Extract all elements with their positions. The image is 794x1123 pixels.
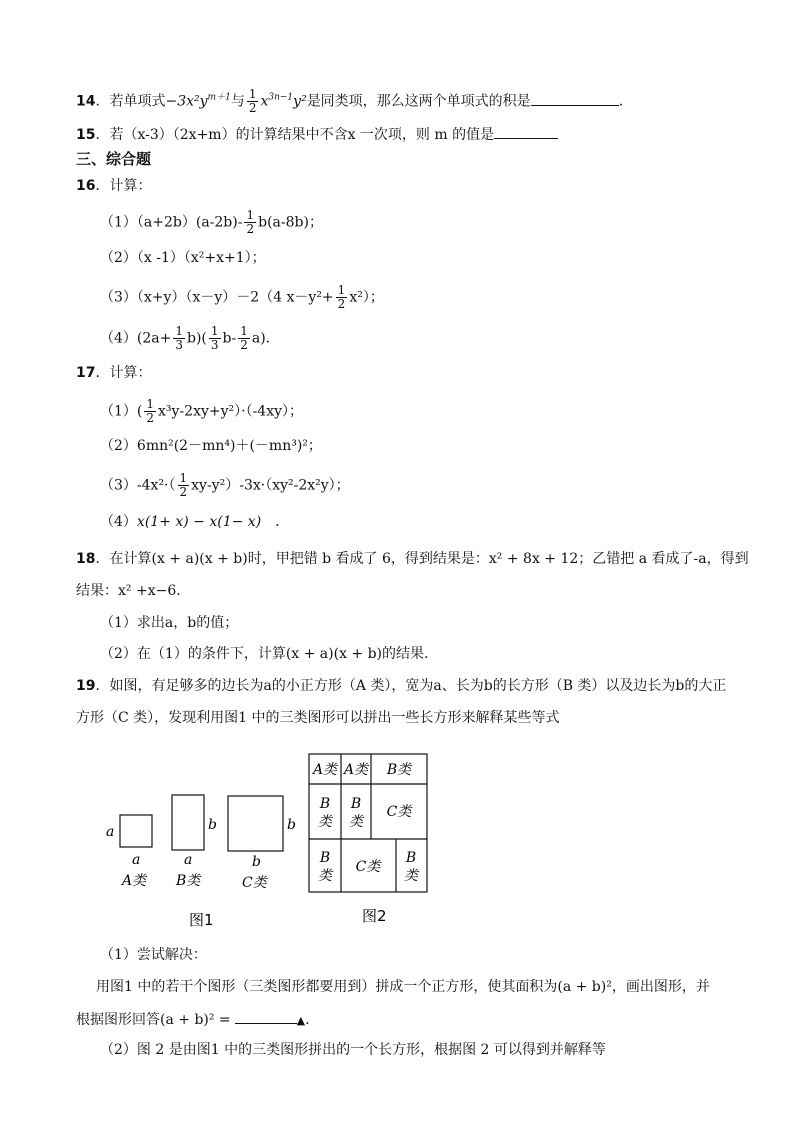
cell-b-br-2: 类	[404, 868, 418, 884]
question-19-part-1: （1）尝试解决：	[100, 947, 207, 963]
question-17-part-3: （3）-4x²·（ $\frac{1}{2}$ xy-y²）-3x·（xy²-2x²y）；	[100, 471, 350, 499]
square-c	[228, 796, 283, 851]
answer-blank	[235, 1009, 297, 1024]
cell-b-mid-2: 类	[349, 814, 363, 830]
answer-blank	[494, 124, 558, 139]
question-16-part-3: （3）（x+y）（x－y）－2（4 x－y²+ $\frac{1}{2}$ x²）；	[100, 283, 384, 311]
label-b-class: B类	[176, 873, 201, 889]
fraction: $\frac{1}{2}$	[248, 87, 257, 115]
label-a-side: a	[106, 824, 115, 840]
question-18-line-2: 结果：x² +x−6.	[76, 583, 181, 599]
question-number: 15	[76, 127, 96, 143]
question-16-part-4: （4）(2a+ $\frac{1}{3}$ b)( $\frac{1}{3}$ b- $\frac{1}{2}$ a)．	[100, 324, 280, 352]
cell-b-bl-1: B	[319, 850, 331, 866]
question-number: 18	[76, 551, 96, 567]
question-19-part-2: （2）图 2 是由图1 中的三类图形拼出的一个长方形，根据图 2 可以得到并解释等	[100, 1042, 606, 1058]
label-a-class: A类	[122, 873, 147, 889]
question-18-part-2: （2）在（1）的条件下，计算(x + a)(x + b)的结果.	[100, 646, 429, 662]
rectangle-b	[172, 795, 204, 850]
question-number: 14	[76, 93, 96, 110]
label-c-side: b	[287, 817, 296, 833]
figure-1-caption: 图1	[189, 911, 214, 929]
cell-b-top: B类	[386, 762, 412, 778]
cell-b-bl-2: 类	[318, 868, 332, 884]
cell-c-bottom: C类	[355, 859, 381, 875]
question-16-part-2: （2）（x -1）（x²+x+1）；	[100, 250, 266, 266]
label-b-side: b	[208, 817, 217, 833]
question-19-part-1-answer: 根据图形回答(a + b)² = ▲.	[76, 1009, 310, 1030]
label-a-bottom: a	[132, 852, 141, 868]
figure-1	[100, 785, 320, 935]
answer-blank	[531, 91, 619, 106]
figure-2	[305, 750, 435, 930]
cell-b-br-1: B	[405, 850, 417, 866]
question-19-line-1: 19．如图，有足够多的边长为a的小正方形（A 类），宽为a、长为b的长方形（B 类）以及边长为b的大正	[76, 678, 727, 694]
question-16-part-1: （1）（a+2b）(a-2b)- $\frac{1}{2}$ b(a-8b)；	[100, 208, 323, 236]
section-heading: 三、综合题	[76, 150, 152, 168]
cell-a-2: A类	[343, 762, 369, 778]
label-b-bottom: a	[184, 852, 193, 868]
cell-c-top: C类	[386, 804, 412, 820]
cell-a-1: A类	[312, 762, 338, 778]
question-14: 14．若单项式$-3x^2y^{m+1}$与 $\frac{1}{2}$ $x^{3n-1}y^2$是同类项，那么这两个单项式的积是 ．	[76, 87, 633, 115]
cell-b-left-1: B	[319, 796, 331, 812]
question-17-part-4: （4）x(1+ x) − x(1− x) ．	[100, 514, 290, 530]
question-17-title: 17．计算：	[76, 365, 152, 381]
question-17-part-1: （1）( $\frac{1}{2}$ x³y-2xy+y²）·（-4xy）；	[100, 397, 304, 425]
triangle-icon: ▲	[296, 1014, 306, 1027]
question-19-part-1-text: 用图1 中的若干个图形（三类图形都要用到）拼成一个正方形，使其面积为(a + b)²，画出图形，并	[96, 979, 710, 995]
question-18-line-1: 18．在计算(x + a)(x + b)时，甲把错 b 看成了 6，得到结果是：x² + 8x + 12；乙错把 a 看成了-a，得到	[76, 551, 749, 567]
square-a	[120, 815, 152, 847]
cell-b-left-2: 类	[318, 814, 332, 830]
question-number: 17	[76, 365, 96, 381]
figure-2-caption: 图2	[362, 907, 387, 925]
question-number: 19	[76, 678, 96, 694]
cell-b-mid-1: B	[350, 796, 362, 812]
question-16-title: 16．计算：	[76, 178, 152, 194]
question-15: 15．若（x-3）（2x+m）的计算结果中不含x 一次项，则 m 的值是	[76, 124, 558, 144]
question-number: 16	[76, 178, 96, 194]
label-c-class: C类	[242, 875, 267, 891]
question-18-part-1: （1）求出a，b的值；	[100, 615, 239, 631]
question-19-line-2: 方形（C 类），发现利用图1 中的三类图形可以拼出一些长方形来解释某些等式	[76, 710, 560, 726]
label-c-bottom: b	[252, 854, 261, 870]
question-17-part-2: （2）6mn²(2－mn⁴)＋(－mn³)²；	[100, 438, 322, 454]
